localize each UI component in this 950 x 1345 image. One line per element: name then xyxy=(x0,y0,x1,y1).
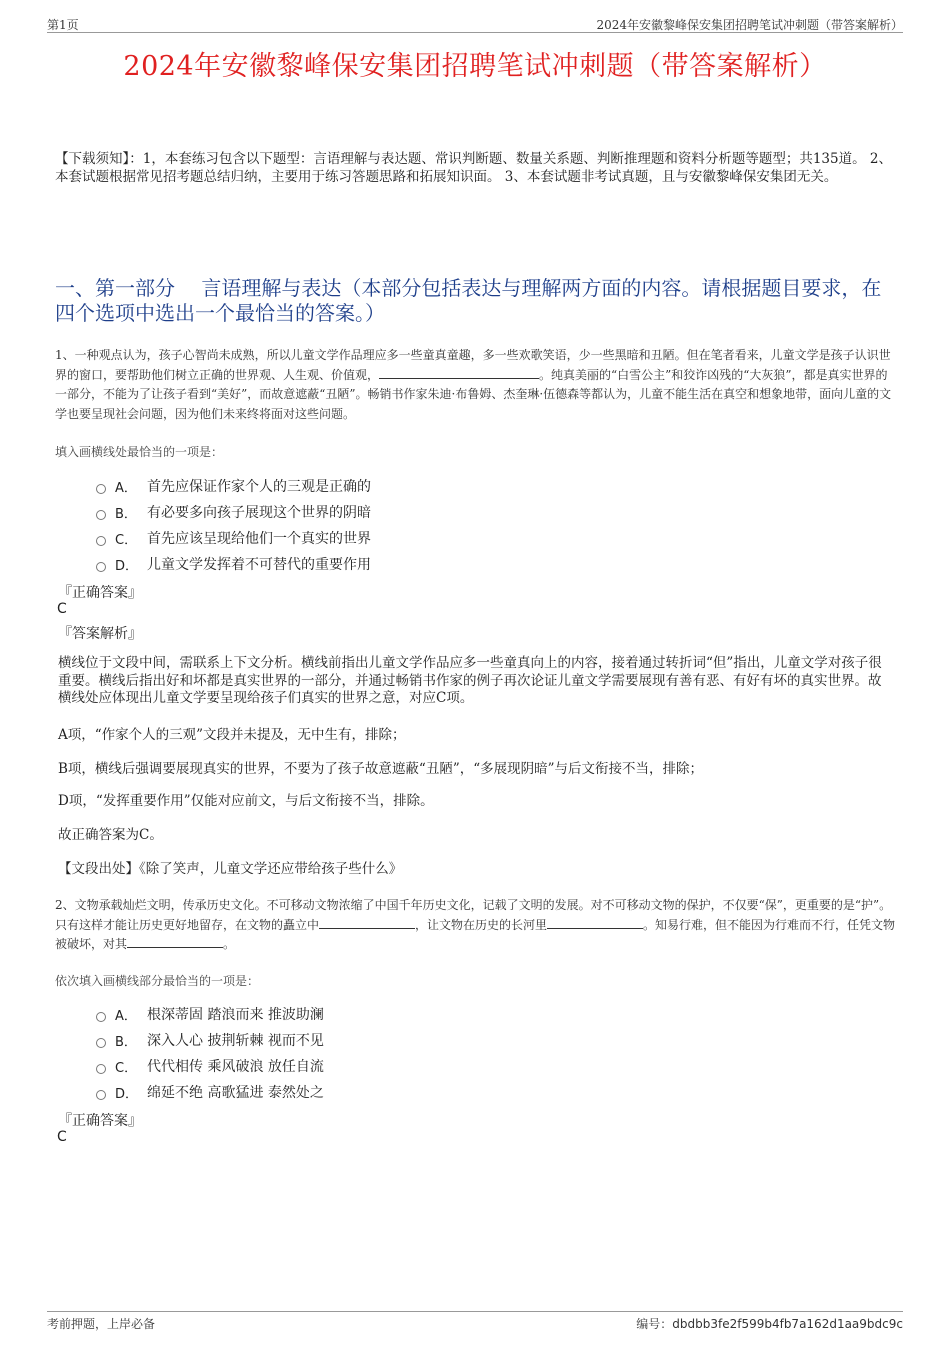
option-c[interactable]: C． 代代相传 乘风破浪 放任自流 xyxy=(96,1053,324,1079)
section-heading: 一、第一部分 言语理解与表达（本部分包括表达与理解两方面的内容。请根据题目要求，在四个选项中选出一个最恰当的答案。） xyxy=(55,276,882,325)
answer-label: 『正确答案』 xyxy=(58,1113,142,1129)
question-2-text: 2、文物承载灿烂文明，传承历史文化。不可移动文物浓缩了中国千年历史文化，记载了文明的发展。对不可移动文物的保护，不仅要“保”，更重要的是“护”。只有这样才能让历史更好地留存，在文物的矗立中 ，让文物在历史的长河里 。知易行难，但不能因为行难而不行，任凭文物被破坏，对其 。 xyxy=(55,898,896,951)
page-header xyxy=(47,14,903,33)
question-1-prompt: 填入画横线处最恰当的一项是： xyxy=(55,445,224,459)
radio-button-icon[interactable] xyxy=(96,484,106,494)
option-a[interactable]: A． 根深蒂固 踏浪而来 推波助澜 xyxy=(96,1001,324,1027)
answer-label: 『正确答案』 xyxy=(58,585,142,601)
radio-button-icon[interactable] xyxy=(96,1038,106,1048)
correct-answer: C xyxy=(57,1129,67,1145)
fill-blank xyxy=(319,916,415,929)
radio-button-icon[interactable] xyxy=(96,1012,106,1022)
option-c[interactable]: C． 首先应该呈现给他们一个真实的世界 xyxy=(96,525,371,551)
analysis-paragraph: 横线位于文段中间，需联系上下文分析。横线前指出儿童文学作品应多一些童真向上的内容，接着通过转折词“但”指出，儿童文学对孩子很重要。横线后指出好和坏都是真实世界的一部分，并通过畅销书作家的例子再次论证儿童文学需要展现有善有恶、有好有坏的真实世界。故横线处应体现出儿童文学要呈现给孩子们真实的世界之意，对应C项。 xyxy=(58,655,882,706)
radio-button-icon[interactable] xyxy=(96,1064,106,1074)
option-d[interactable]: D． 绵延不绝 高歌猛进 泰然处之 xyxy=(96,1079,324,1105)
analysis-label: 『答案解析』 xyxy=(58,626,142,642)
option-a[interactable]: A． 首先应保证作家个人的三观是正确的 xyxy=(96,473,371,499)
fill-blank xyxy=(127,935,223,948)
radio-button-icon[interactable] xyxy=(96,510,106,520)
analysis-conclusion: 故正确答案为C。 xyxy=(58,827,163,843)
question-1-text: 1、一种观点认为，孩子心智尚未成熟，所以儿童文学作品理应多一些童真童趣，多一些欢歌笑语，少一些黑暗和丑陋。但在笔者看来，儿童文学是孩子认识世界的窗口，要帮助他们树立正确的世界观、人生观、价值观， 。纯真美丽的“白雪公主”和狡诈凶残的“大灰狼”，都是真实世界的一部分，不能为了让孩子看到“美好”，而故意遮蔽“丑陋”。畅销书作家朱迪·布鲁姆、杰奎琳·伍德森等都认为，儿童不能生活在真空和想象地带，面向儿童的文学也要呈现社会问题，因为他们未来终将面对这些问题。 xyxy=(55,348,892,421)
document-title: 2024年安徽黎峰保安集团招聘笔试冲刺题（带答案解析） xyxy=(123,51,827,82)
correct-answer: C xyxy=(57,601,67,617)
page-footer xyxy=(47,1311,903,1331)
radio-button-icon[interactable] xyxy=(96,562,106,572)
option-d[interactable]: D． 儿童文学发挥着不可替代的重要作用 xyxy=(96,551,371,577)
page-number: 第1页 xyxy=(47,18,79,32)
fill-blank xyxy=(547,916,643,929)
document-code: 编号：dbdbb3fe2f599b4fb7a162d1aa9bdc9c xyxy=(636,1317,903,1331)
analysis-option-a: A项，“作家个人的三观”文段并未提及，无中生有，排除； xyxy=(58,727,406,743)
analysis-option-d: D项，“发挥重要作用”仅能对应前文，与后文衔接不当，排除。 xyxy=(58,793,434,809)
header-doc-title: 2024年安徽黎峰保安集团招聘笔试冲刺题（带答案解析） xyxy=(596,18,903,32)
option-b[interactable]: B． 深入人心 披荆斩棘 视而不见 xyxy=(96,1027,324,1053)
fill-blank xyxy=(379,366,539,379)
analysis-option-b: B项，横线后强调要展现真实的世界，不要为了孩子故意遮蔽“丑陋”，“多展现阴暗”与后文衔接不当，排除； xyxy=(58,761,704,777)
question-2-options xyxy=(96,1001,324,1105)
footer-slogan: 考前押题，上岸必备 xyxy=(47,1317,156,1331)
question-1-options xyxy=(96,473,371,577)
option-b[interactable]: B． 有必要多向孩子展现这个世界的阴暗 xyxy=(96,499,371,525)
question-2-prompt: 依次填入画横线部分最恰当的一项是： xyxy=(55,974,260,988)
download-notice: 【下载须知】：1，本套练习包含以下题型：言语理解与表达题、常识判断题、数量关系题、判断推理题和资料分析题等题型；共135道。 2、本套试题根据常见招考题总结归纳，主要用于练习答题思路和拓展知识面。 3、本套试题非考试真题，且与安徽黎峰保安集团无关。 xyxy=(55,151,892,185)
radio-button-icon[interactable] xyxy=(96,1090,106,1100)
source-citation: 【文段出处】《除了笑声，儿童文学还应带给孩子些什么》 xyxy=(58,861,403,877)
radio-button-icon[interactable] xyxy=(96,536,106,546)
